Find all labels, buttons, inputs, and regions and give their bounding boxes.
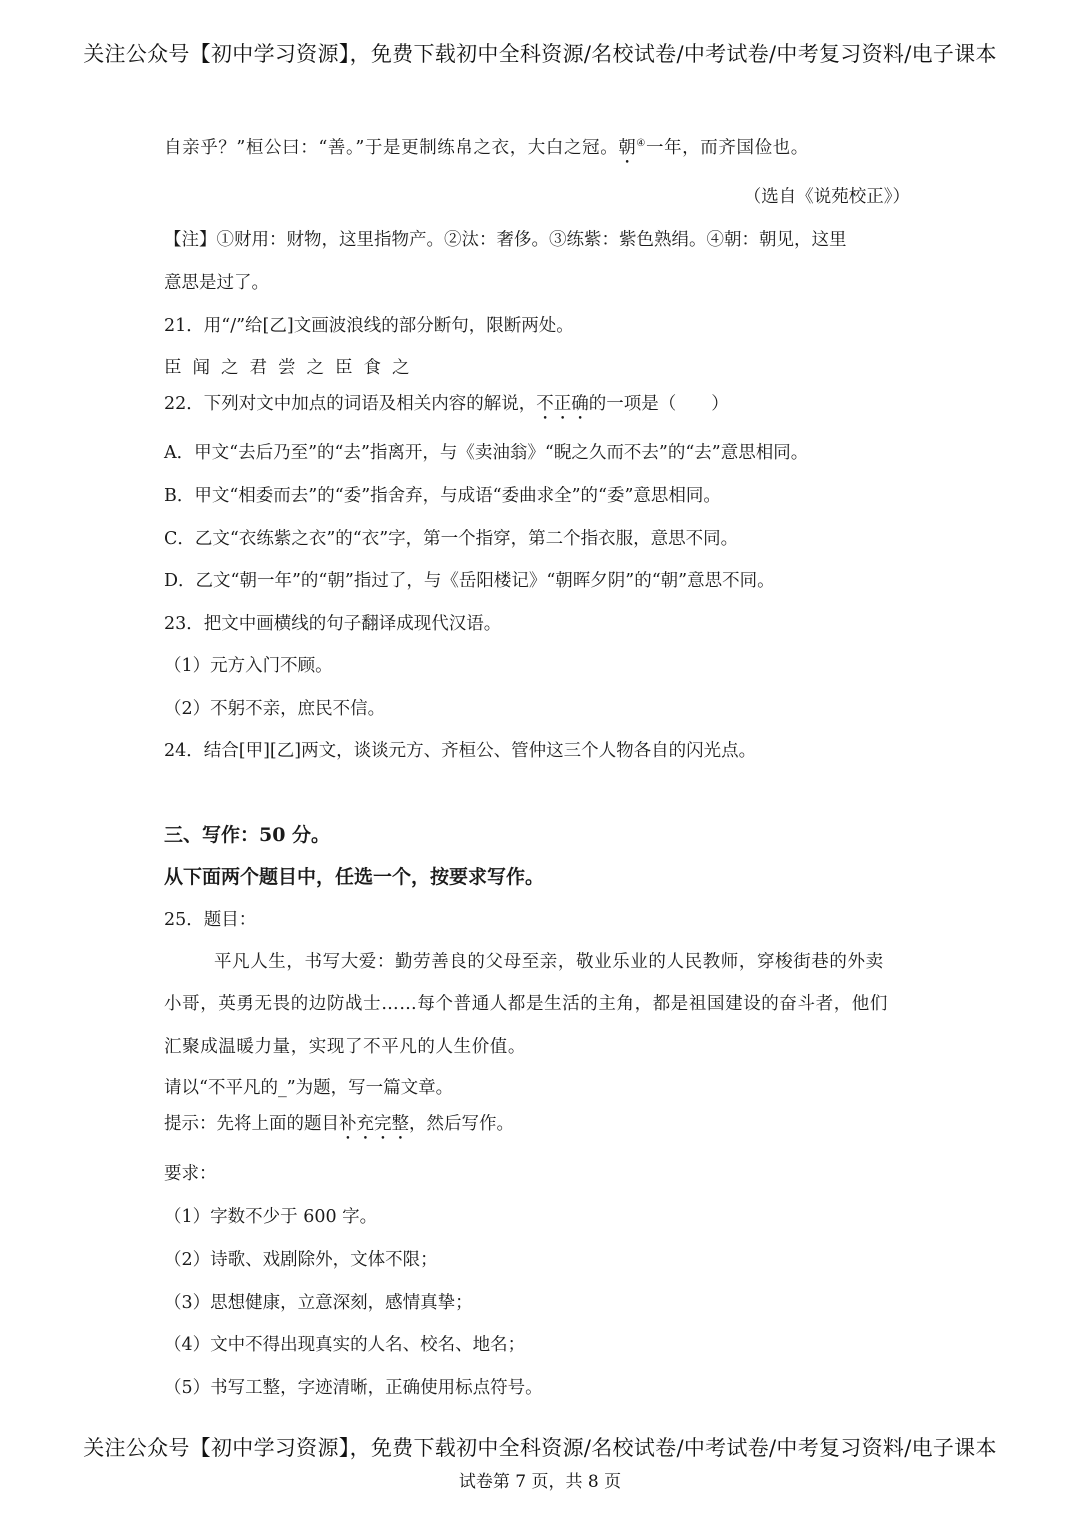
q25-paragraph-line-3: 汇聚成温暖力量，实现了不平凡的人生价值。: [164, 1037, 526, 1057]
q25-paragraph-line-1: 平凡人生，书写大爱：勤劳善良的父母至亲，敬业乐业的人民教师，穿梭街巷的外卖: [214, 952, 884, 972]
q25-hint: [164, 1110, 514, 1144]
notes-line-1: 【注】①财用：财物，这里指物产。②汰：奢侈。③练紫：紫色熟绢。④朝：朝见，这里: [164, 230, 847, 250]
passage-text: 自亲乎？”桓公曰：“善。”于是更制练帛之衣，大白之冠。: [164, 138, 619, 158]
q22-stem: [164, 390, 729, 424]
q21-stem: 21．用“/”给[乙]文画波浪线的部分断句，限断两处。: [164, 316, 574, 336]
dotted-char: 朝: [618, 138, 637, 158]
q22-stem-pre: 22．下列对文中加点的词语及相关内容的解说，: [164, 394, 537, 414]
q23-item-2: （2）不躬不亲，庶民不信。: [164, 699, 386, 719]
requirement-5: （5）书写工整，字迹清晰，正确使用标点符号。: [164, 1378, 543, 1398]
writing-subheading: 从下面两个题目中，任选一个，按要求写作。: [164, 866, 545, 888]
requirement-4: （4）文中不得出现真实的人名、校名、地名；: [164, 1335, 526, 1355]
writing-heading: 三、写作：50 分。: [164, 824, 331, 846]
q22-option-a: A．甲文“去后乃至”的“去”指离开，与《卖油翁》“睨之久而不去”的“去”意思相同。: [164, 443, 809, 463]
requirement-1: （1）字数不少于 600 字。: [164, 1207, 378, 1227]
q25-prompt: 请以“不平凡的_”为题，写一篇文章。: [164, 1078, 454, 1098]
bottom-banner: 关注公众号【初中学习资源】，免费下载初中全科资源/名校试卷/中考试卷/中考复习资料/电子课本: [83, 1436, 997, 1460]
hint-pre: 提示：先将上面的题目: [164, 1114, 339, 1134]
q25-label: 25．题目：: [164, 910, 257, 930]
q22-stem-post: 的一项是（ ）: [588, 394, 729, 414]
q21-text: 臣闻之君尝之臣食之: [164, 358, 421, 378]
requirements-label: 要求：: [164, 1164, 217, 1184]
q22-option-c: C．乙文“衣练紫之衣”的“衣”字，第一个指穿，第二个指衣服，意思不同。: [164, 529, 739, 549]
q23-stem: 23．把文中画横线的句子翻译成现代汉语。: [164, 614, 502, 634]
requirement-3: （3）思想健康，立意深刻，感情真挚；: [164, 1293, 473, 1313]
q24-stem: 24．结合[甲][乙]两文，谈谈元方、齐桓公、管仲这三个人物各自的闪光点。: [164, 741, 757, 761]
requirement-2: （2）诗歌、戏剧除外，文体不限；: [164, 1250, 438, 1270]
q23-item-1: （1）元方入门不顾。: [164, 656, 333, 676]
passage-line: [164, 134, 809, 168]
q25-paragraph-line-2: 小哥，英勇无畏的边防战士……每个普通人都是生活的主角，都是祖国建设的奋斗者，他们: [164, 994, 888, 1014]
notes-line-2: 意思是过了。: [164, 273, 269, 293]
q22-dotted-words: 不正确: [536, 394, 589, 414]
page-number: 试卷第 7 页，共 8 页: [458, 1472, 622, 1492]
note-mark: ④: [636, 138, 646, 150]
passage-text-end: 一年，而齐国俭也。: [645, 138, 809, 158]
q22-option-d: D．乙文“朝一年”的“朝”指过了，与《岳阳楼记》“朝晖夕阴”的“朝”意思不同。: [164, 571, 775, 591]
top-banner: 关注公众号【初中学习资源】，免费下载初中全科资源/名校试卷/中考试卷/中考复习资料/电子课本: [83, 42, 997, 66]
q22-option-b: B．甲文“相委而去”的“委”指舍弃，与成语“委曲求全”的“委”意思相同。: [164, 486, 721, 506]
passage-source: （选自《说苑校正》）: [743, 187, 910, 207]
hint-dotted-words: 补充完整: [339, 1114, 409, 1134]
hint-post: ，然后写作。: [409, 1114, 514, 1134]
